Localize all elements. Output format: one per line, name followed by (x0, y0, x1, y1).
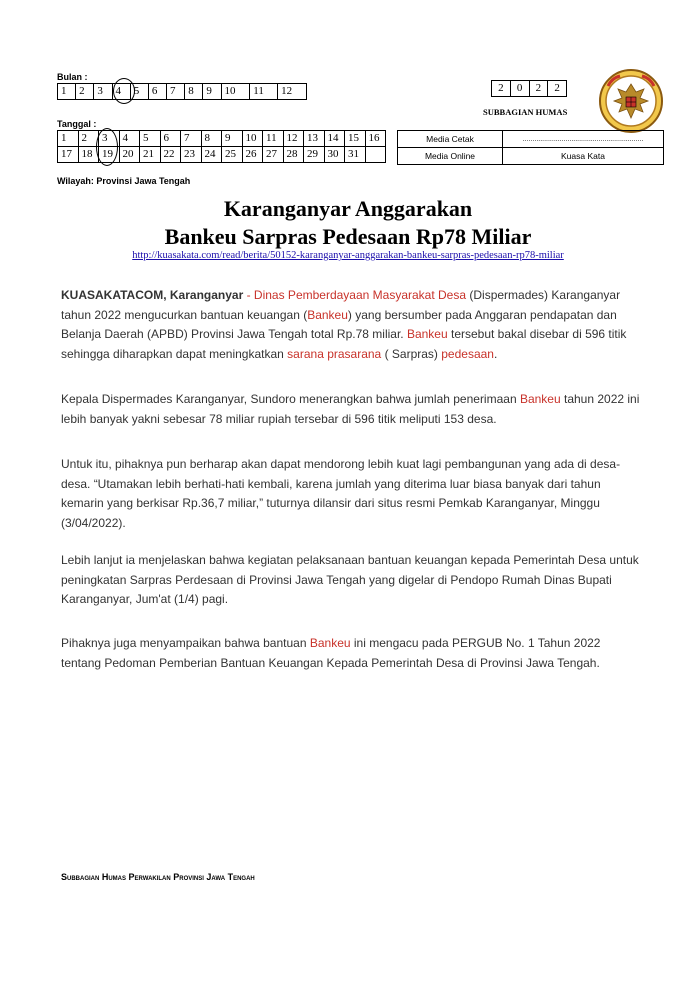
paragraph-text: ) yang bersumber pada Anggaran pendapatan dan Belanja Daerah (APBD) Provinsi Jawa Tengah total Rp.78 miliar. (61, 307, 617, 341)
link-bankeu[interactable]: Bankeu (406, 327, 448, 341)
bulan-cell: 4 (112, 84, 130, 100)
bulan-cell: 9 (203, 84, 221, 100)
bulan-cell: 1 (58, 84, 76, 100)
tanggal-cell: 27 (263, 147, 284, 163)
tanggal-cell: 28 (283, 147, 304, 163)
bulan-selected-circle (113, 78, 135, 104)
tanggal-cell: 11 (263, 131, 284, 147)
article-title-line1: Karanganyar Anggarakan (223, 196, 473, 221)
unit-label: SUBBAGIAN HUMAS (483, 107, 568, 117)
link-bankeu[interactable]: Bankeu (309, 636, 351, 650)
bulan-cell: 2 (76, 84, 94, 100)
paragraph-text: (Dispermades) Karanganyar tahun 2022 mengucurkan bantuan keuangan ( (61, 288, 621, 322)
paragraph-text: ( Sarpras) (381, 346, 442, 361)
paragraph-text: ini mengacu pada PERGUB No. 1 Tahun 2022 tentang Pedoman Pemberian Bantuan Keuangan Kepada Pemerintah Desa di Provinsi Jawa Tengah. (61, 636, 601, 670)
bulan-cell: 5 (130, 84, 148, 100)
paragraph-text: Kepala Dispermades Karanganyar, Sundoro menerangkan bahwa jumlah penerimaan (61, 392, 520, 406)
tanggal-cell: 13 (304, 131, 325, 147)
media-online-value: Kuasa Kata (503, 148, 664, 165)
article-url-link[interactable]: http://kuasakata.com/read/berita/50152-karanganyar-anggarakan-bankeu-sarpras-pedesaan-rp78-miliar (132, 250, 564, 261)
tanggal-cell: 8 (201, 131, 222, 147)
paragraph-text: tahun 2022 ini lebih banyak yakni sebesar 78 miliar rupiah tersebar di 596 titik meliputi 153 desa. (61, 392, 640, 426)
bulan-cell: 3 (94, 84, 112, 100)
tanggal-selected-circle (96, 128, 118, 166)
bulan-cell: 12 (278, 84, 307, 100)
year-digit: 2 (529, 81, 548, 97)
paragraph-1 (61, 286, 641, 364)
tanggal-cell: 15 (345, 131, 366, 147)
tanggal-cell: 12 (283, 131, 304, 147)
tanggal-cell: 7 (181, 131, 202, 147)
tanggal-cell: 31 (345, 147, 366, 163)
tanggal-cell: 19 (99, 147, 120, 163)
bulan-cell: 11 (250, 84, 278, 100)
footer-label: Subbagian Humas Perwakilan Provinsi Jawa Tengah (61, 872, 255, 882)
tanggal-cell: 25 (222, 147, 243, 163)
bulan-grid (57, 83, 307, 100)
bulan-cell: 8 (185, 84, 203, 100)
media-online-label: Media Online (398, 148, 503, 165)
paragraph-text: tersebut bakal disebar di 596 titik sehingga diharapkan dapat meningkatkan (61, 327, 627, 361)
year-digit: 2 (492, 81, 511, 97)
article-title-line2: Bankeu Sarpras Pedesaan Rp78 Miliar (164, 224, 532, 249)
link-dispermades[interactable]: Dinas Pemberdayaan Masyarakat Desa (253, 288, 467, 302)
tanggal-cell: 14 (324, 131, 345, 147)
tanggal-cell: 2 (78, 131, 99, 147)
paragraph-2 (61, 390, 641, 429)
tanggal-cell: 20 (119, 147, 140, 163)
tanggal-cell: 22 (160, 147, 181, 163)
paragraph-text: . (493, 346, 498, 361)
tanggal-cell (365, 147, 386, 163)
tanggal-cell: 1 (58, 131, 79, 147)
year-digit: 2 (548, 81, 567, 97)
bulan-cell: 6 (148, 84, 166, 100)
tanggal-cell: 5 (140, 131, 161, 147)
dateline: KUASAKATACOM, Karanganyar (61, 288, 244, 302)
paragraph-5 (61, 634, 641, 673)
tanggal-cell: 30 (324, 147, 345, 163)
tanggal-cell: 24 (201, 147, 222, 163)
link-pedesaan[interactable]: pedesaan (441, 346, 494, 361)
tanggal-cell: 18 (78, 147, 99, 163)
dateline-separator: - (243, 288, 254, 302)
wilayah-label: Wilayah: Provinsi Jawa Tengah (57, 176, 191, 186)
tanggal-cell: 29 (304, 147, 325, 163)
tanggal-cell: 6 (160, 131, 181, 147)
tanggal-cell: 23 (181, 147, 202, 163)
media-cetak-value: .............................................................. (503, 131, 664, 148)
paragraph-text: Pihaknya juga menyampaikan bahwa bantuan (61, 636, 310, 650)
tanggal-cell: 3 (99, 131, 120, 147)
bulan-cell: 10 (221, 84, 250, 100)
media-cetak-label: Media Cetak (398, 131, 503, 148)
bulan-label: Bulan : (57, 72, 88, 82)
tanggal-label: Tanggal : (57, 119, 97, 129)
link-sarana-prasarana[interactable]: sarana prasarana (287, 346, 382, 361)
paragraph-3: Untuk itu, pihaknya pun berharap akan dapat mendorong lebih kuat lagi pembangunan yang ada di desa-desa. “Utamakan lebih berhati-hati kembali, karena jumlah yang diterima luar biasa banyak dari tahun kemarin yang berkisar Rp.36,7 miliar,” tuturnya dilansir dari situs resmi Pemkab Karanganyar, Minggu (3/04/2022). (61, 457, 621, 530)
link-bankeu[interactable]: Bankeu (307, 307, 348, 322)
paragraph-4: Lebih lanjut ia menjelaskan bahwa kegiatan pelaksanaan bantuan keuangan kepada Pemerintah Desa untuk peningkatan Sarpras Perdesaan di Provinsi Jawa Tengah yang digelar di Pendopo Rumah Dinas Bupati Karanganyar, Jum'at (1/4) pagi. (61, 553, 639, 606)
year-box (491, 80, 567, 97)
tanggal-cell: 21 (140, 147, 161, 163)
tanggal-cell: 4 (119, 131, 140, 147)
link-bankeu[interactable]: Bankeu (519, 392, 561, 406)
year-digit: 0 (510, 81, 529, 97)
media-table (397, 130, 664, 165)
tanggal-cell: 17 (58, 147, 79, 163)
garuda-emblem-icon (598, 68, 664, 139)
tanggal-cell: 10 (242, 131, 263, 147)
tanggal-cell: 16 (365, 131, 386, 147)
bulan-cell: 7 (167, 84, 185, 100)
tanggal-cell: 26 (242, 147, 263, 163)
tanggal-cell: 9 (222, 131, 243, 147)
